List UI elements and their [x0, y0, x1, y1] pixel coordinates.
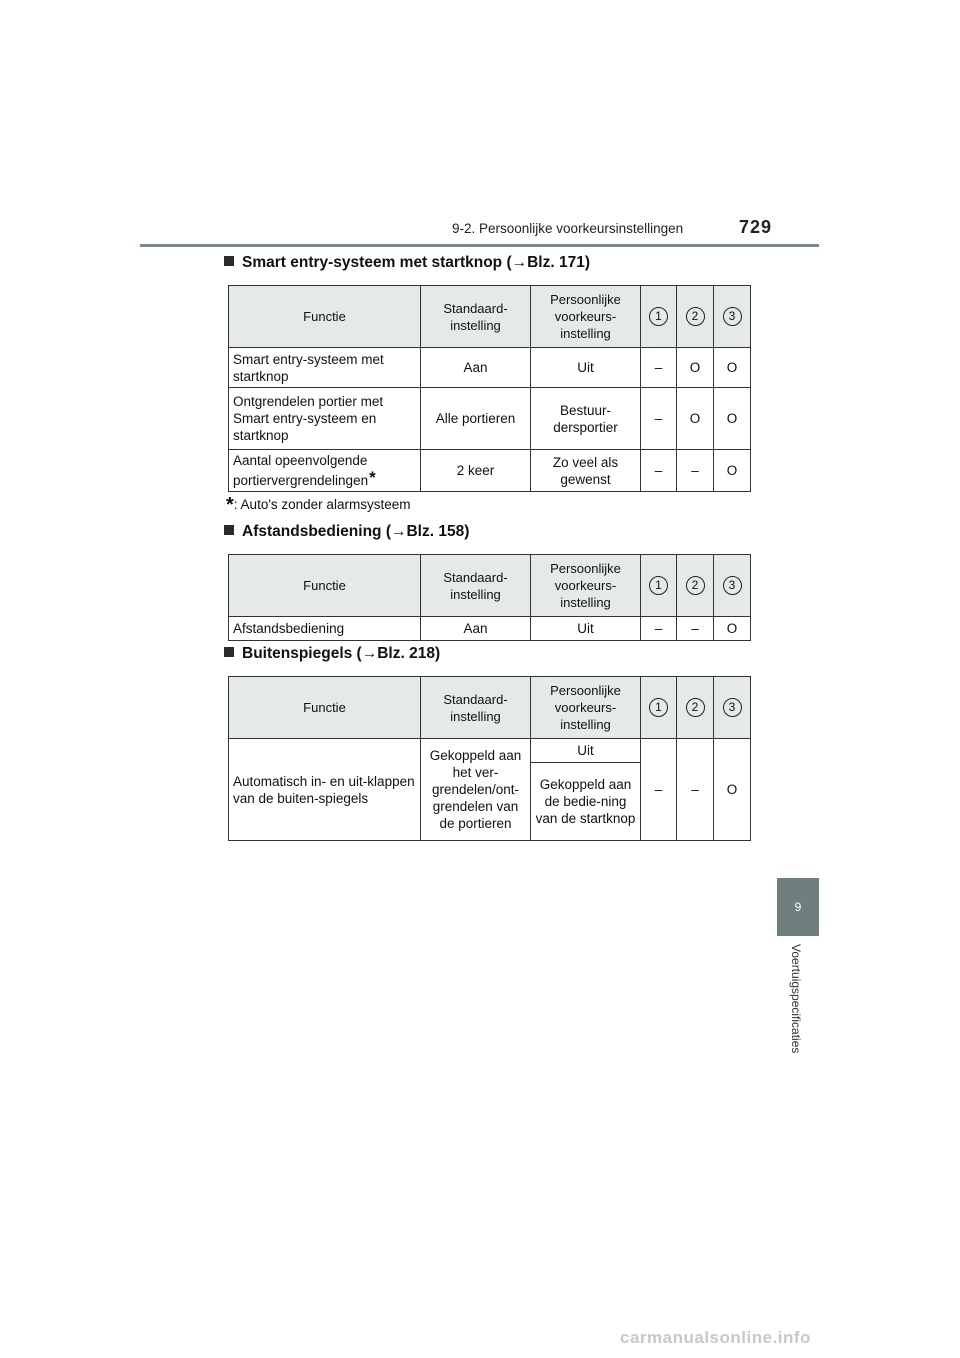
table-header-row: Functie Standaard-instelling Persoonlijke voorkeurs-instelling 1 2 3 [229, 555, 751, 617]
header-divider [140, 244, 819, 247]
circled-1-icon: 1 [649, 576, 668, 595]
col-functie: Functie [229, 286, 421, 348]
col-standaard: Standaard-instelling [421, 286, 531, 348]
section-heading-afstandsbediening: Afstandsbediening (→Blz. 158) [224, 523, 469, 541]
square-bullet-icon [224, 256, 234, 266]
circled-2-icon: 2 [686, 576, 705, 595]
circled-1-icon: 1 [649, 698, 668, 717]
table-afstandsbediening [228, 554, 751, 641]
watermark: carmanualsonline.info [620, 1328, 811, 1347]
circled-2-icon: 2 [686, 307, 705, 326]
col-3 [714, 286, 751, 348]
section-heading-smart-entry: Smart entry-systeem met startknop (→Blz. 171) [224, 254, 590, 272]
col-persoonlijk: Persoonlijke voorkeurs-instelling [531, 286, 641, 348]
section-heading-buitenspiegels: Buitenspiegels (→Blz. 218) [224, 645, 440, 663]
footnote-star: * [369, 468, 376, 487]
table-row: Automatisch in- en uit-klappen van de buiten-spiegels Gekoppeld aan het ver-grendelen/ont-grendelen van de portieren Uit – – O [229, 739, 751, 763]
square-bullet-icon [224, 525, 234, 535]
table-row: Ontgrendelen portier met Smart entry-systeem en startknop Alle portieren Bestuur-dersportier – O O [229, 388, 751, 450]
col-1 [641, 286, 677, 348]
table-row: Smart entry-systeem met startknop Aan Uit – O O [229, 348, 751, 388]
square-bullet-icon [224, 647, 234, 657]
circled-3-icon: 3 [723, 698, 742, 717]
circled-3-icon: 3 [723, 576, 742, 595]
page-number: 729 [739, 217, 773, 237]
table-buitenspiegels [228, 676, 751, 841]
chapter-tab[interactable]: 9 [777, 878, 819, 936]
table-row: Aantal opeenvolgende portiervergrendelingen* 2 keer Zo veel als gewenst – – O [229, 450, 751, 492]
footnote: *: Auto's zonder alarmsysteem [226, 494, 411, 516]
table-header-row [229, 286, 751, 348]
circled-2-icon: 2 [686, 698, 705, 717]
col-2 [677, 286, 714, 348]
table-header-row: Functie Standaard-instelling Persoonlijke voorkeurs-instelling 1 2 3 [229, 677, 751, 739]
table-row: Gekoppeld aan de bedie-ning van de startknop [229, 763, 751, 841]
circled-3-icon: 3 [723, 307, 742, 326]
table-smart-entry [228, 285, 751, 492]
table-row: Afstandsbediening Aan Uit – – O [229, 617, 751, 641]
chapter-label: Voertuigspecificaties [789, 944, 803, 1054]
circled-1-icon: 1 [649, 307, 668, 326]
header-section-title: 9-2. Persoonlijke voorkeursinstellingen [452, 221, 684, 236]
